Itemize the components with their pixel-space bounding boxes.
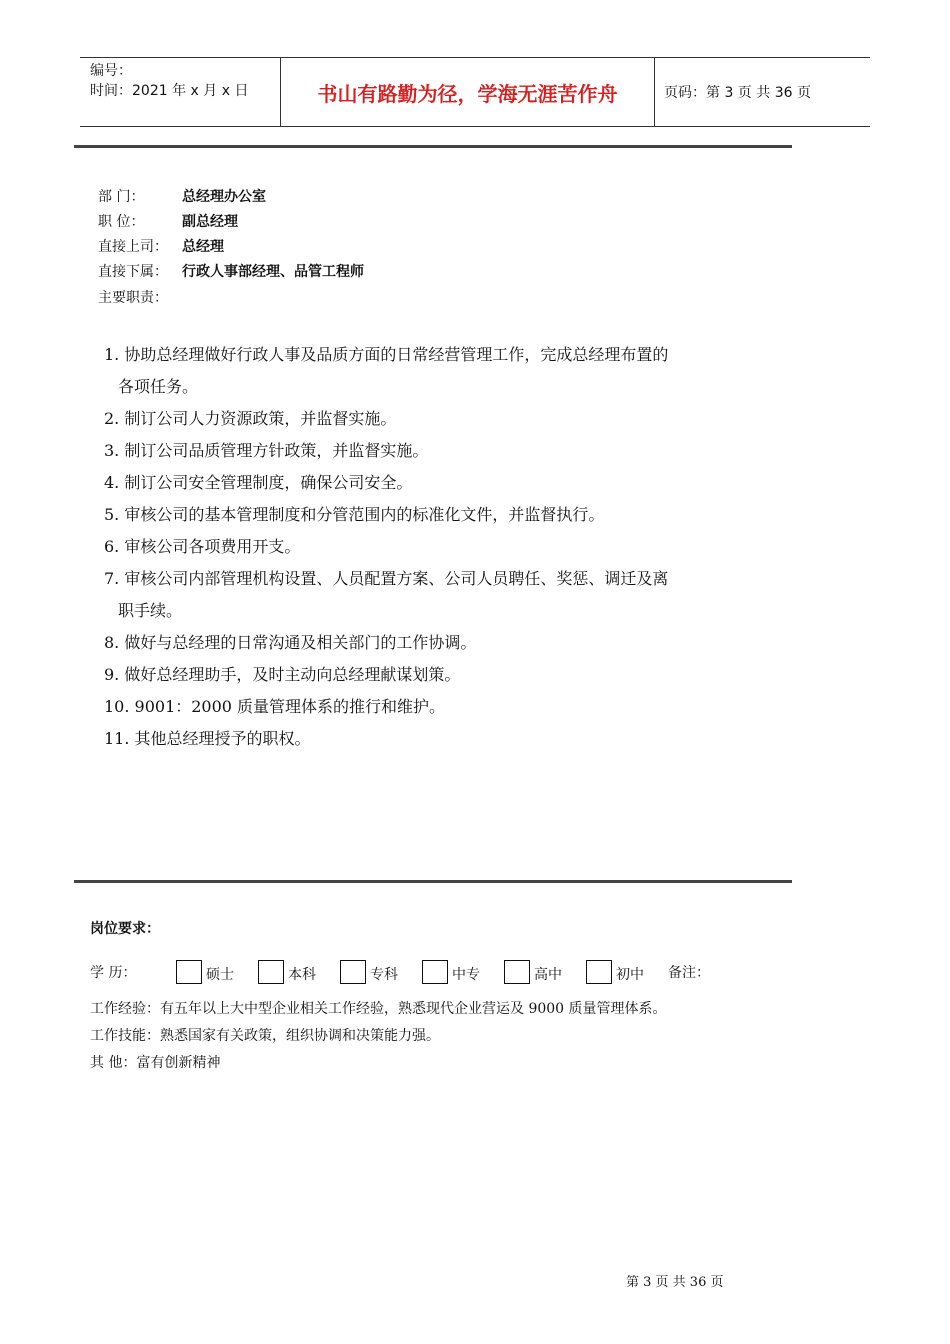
dept-row — [98, 186, 266, 206]
list-item: 10. 9001：2000 质量管理体系的推行和维护。 — [104, 697, 446, 716]
edu-option-college[interactable]: 专科 — [340, 960, 398, 984]
page-footer: 第 3 页 共 36 页 — [626, 1275, 724, 1290]
supervisor-row — [98, 236, 224, 256]
number-label: 编号： — [90, 63, 132, 79]
subordinate-label: 直接下属： — [98, 264, 168, 280]
motto: 书山有路勤为径，学海无涯苦作舟 — [281, 58, 655, 126]
checkbox[interactable] — [176, 960, 202, 984]
page-header — [80, 57, 870, 127]
education-label: 学 历： — [90, 965, 137, 981]
subordinate-value: 行政人事部经理、品管工程师 — [182, 264, 364, 280]
header-meta — [80, 58, 281, 126]
bottom-divider — [74, 880, 792, 883]
edu-option-technical[interactable]: 中专 — [422, 960, 480, 984]
duty-label: 主要职责： — [98, 290, 168, 306]
edu-option-middleschool[interactable]: 初中 — [586, 960, 644, 984]
top-divider — [74, 145, 792, 148]
list-item: 11. 其他总经理授予的职权。 — [104, 729, 311, 748]
list-item: 5. 审核公司的基本管理制度和分管范围内的标准化文件，并监督执行。 — [104, 505, 605, 524]
list-item: 各项任务。 — [118, 377, 199, 396]
remark-label: 备注： — [668, 965, 710, 981]
list-item: 9. 做好总经理助手，及时主动向总经理献谋划策。 — [104, 665, 461, 684]
requirements-title: 岗位要求： — [90, 921, 160, 937]
edu-option-master[interactable]: 硕士 — [176, 960, 234, 984]
list-item: 4. 制订公司安全管理制度，确保公司安全。 — [104, 473, 413, 492]
education-row — [90, 960, 710, 984]
checkbox[interactable] — [422, 960, 448, 984]
checkbox[interactable] — [258, 960, 284, 984]
list-item: 7. 审核公司内部管理机构设置、人员配置方案、公司人员聘任、奖惩、调迁及离 — [104, 569, 669, 588]
supervisor-label: 直接上司： — [98, 239, 168, 255]
list-item: 6. 审核公司各项费用开支。 — [104, 537, 301, 556]
position-label: 职 位： — [98, 214, 145, 230]
checkbox[interactable] — [504, 960, 530, 984]
page-label: 页码：第 3 页 共 36 页 — [664, 85, 811, 101]
position-row — [98, 211, 238, 231]
dept-label: 部 门： — [98, 189, 145, 205]
subordinate-row — [98, 261, 364, 281]
list-item: 职手续。 — [118, 601, 183, 620]
dept-value: 总经理办公室 — [182, 189, 266, 205]
other-row: 其 他：富有创新精神 — [90, 1055, 221, 1071]
supervisor-value: 总经理 — [182, 239, 224, 255]
checkbox[interactable] — [586, 960, 612, 984]
list-item: 1. 协助总经理做好行政人事及品质方面的日常经营管理工作，完成总经理布置的 — [104, 345, 669, 364]
list-item: 8. 做好与总经理的日常沟通及相关部门的工作协调。 — [104, 633, 477, 652]
list-item: 3. 制订公司品质管理方针政策，并监督实施。 — [104, 441, 429, 460]
time-label: 时间：2021 年 x 月 x 日 — [90, 83, 249, 99]
position-value: 副总经理 — [182, 214, 238, 230]
experience-row: 工作经验：有五年以上大中型企业相关工作经验，熟悉现代企业营运及 9000 质量管理体系。 — [90, 1001, 667, 1017]
edu-option-highschool[interactable]: 高中 — [504, 960, 562, 984]
checkbox[interactable] — [340, 960, 366, 984]
skills-row: 工作技能：熟悉国家有关政策，组织协调和决策能力强。 — [90, 1028, 440, 1044]
list-item: 2. 制订公司人力资源政策，并监督实施。 — [104, 409, 397, 428]
edu-option-bachelor[interactable]: 本科 — [258, 960, 316, 984]
